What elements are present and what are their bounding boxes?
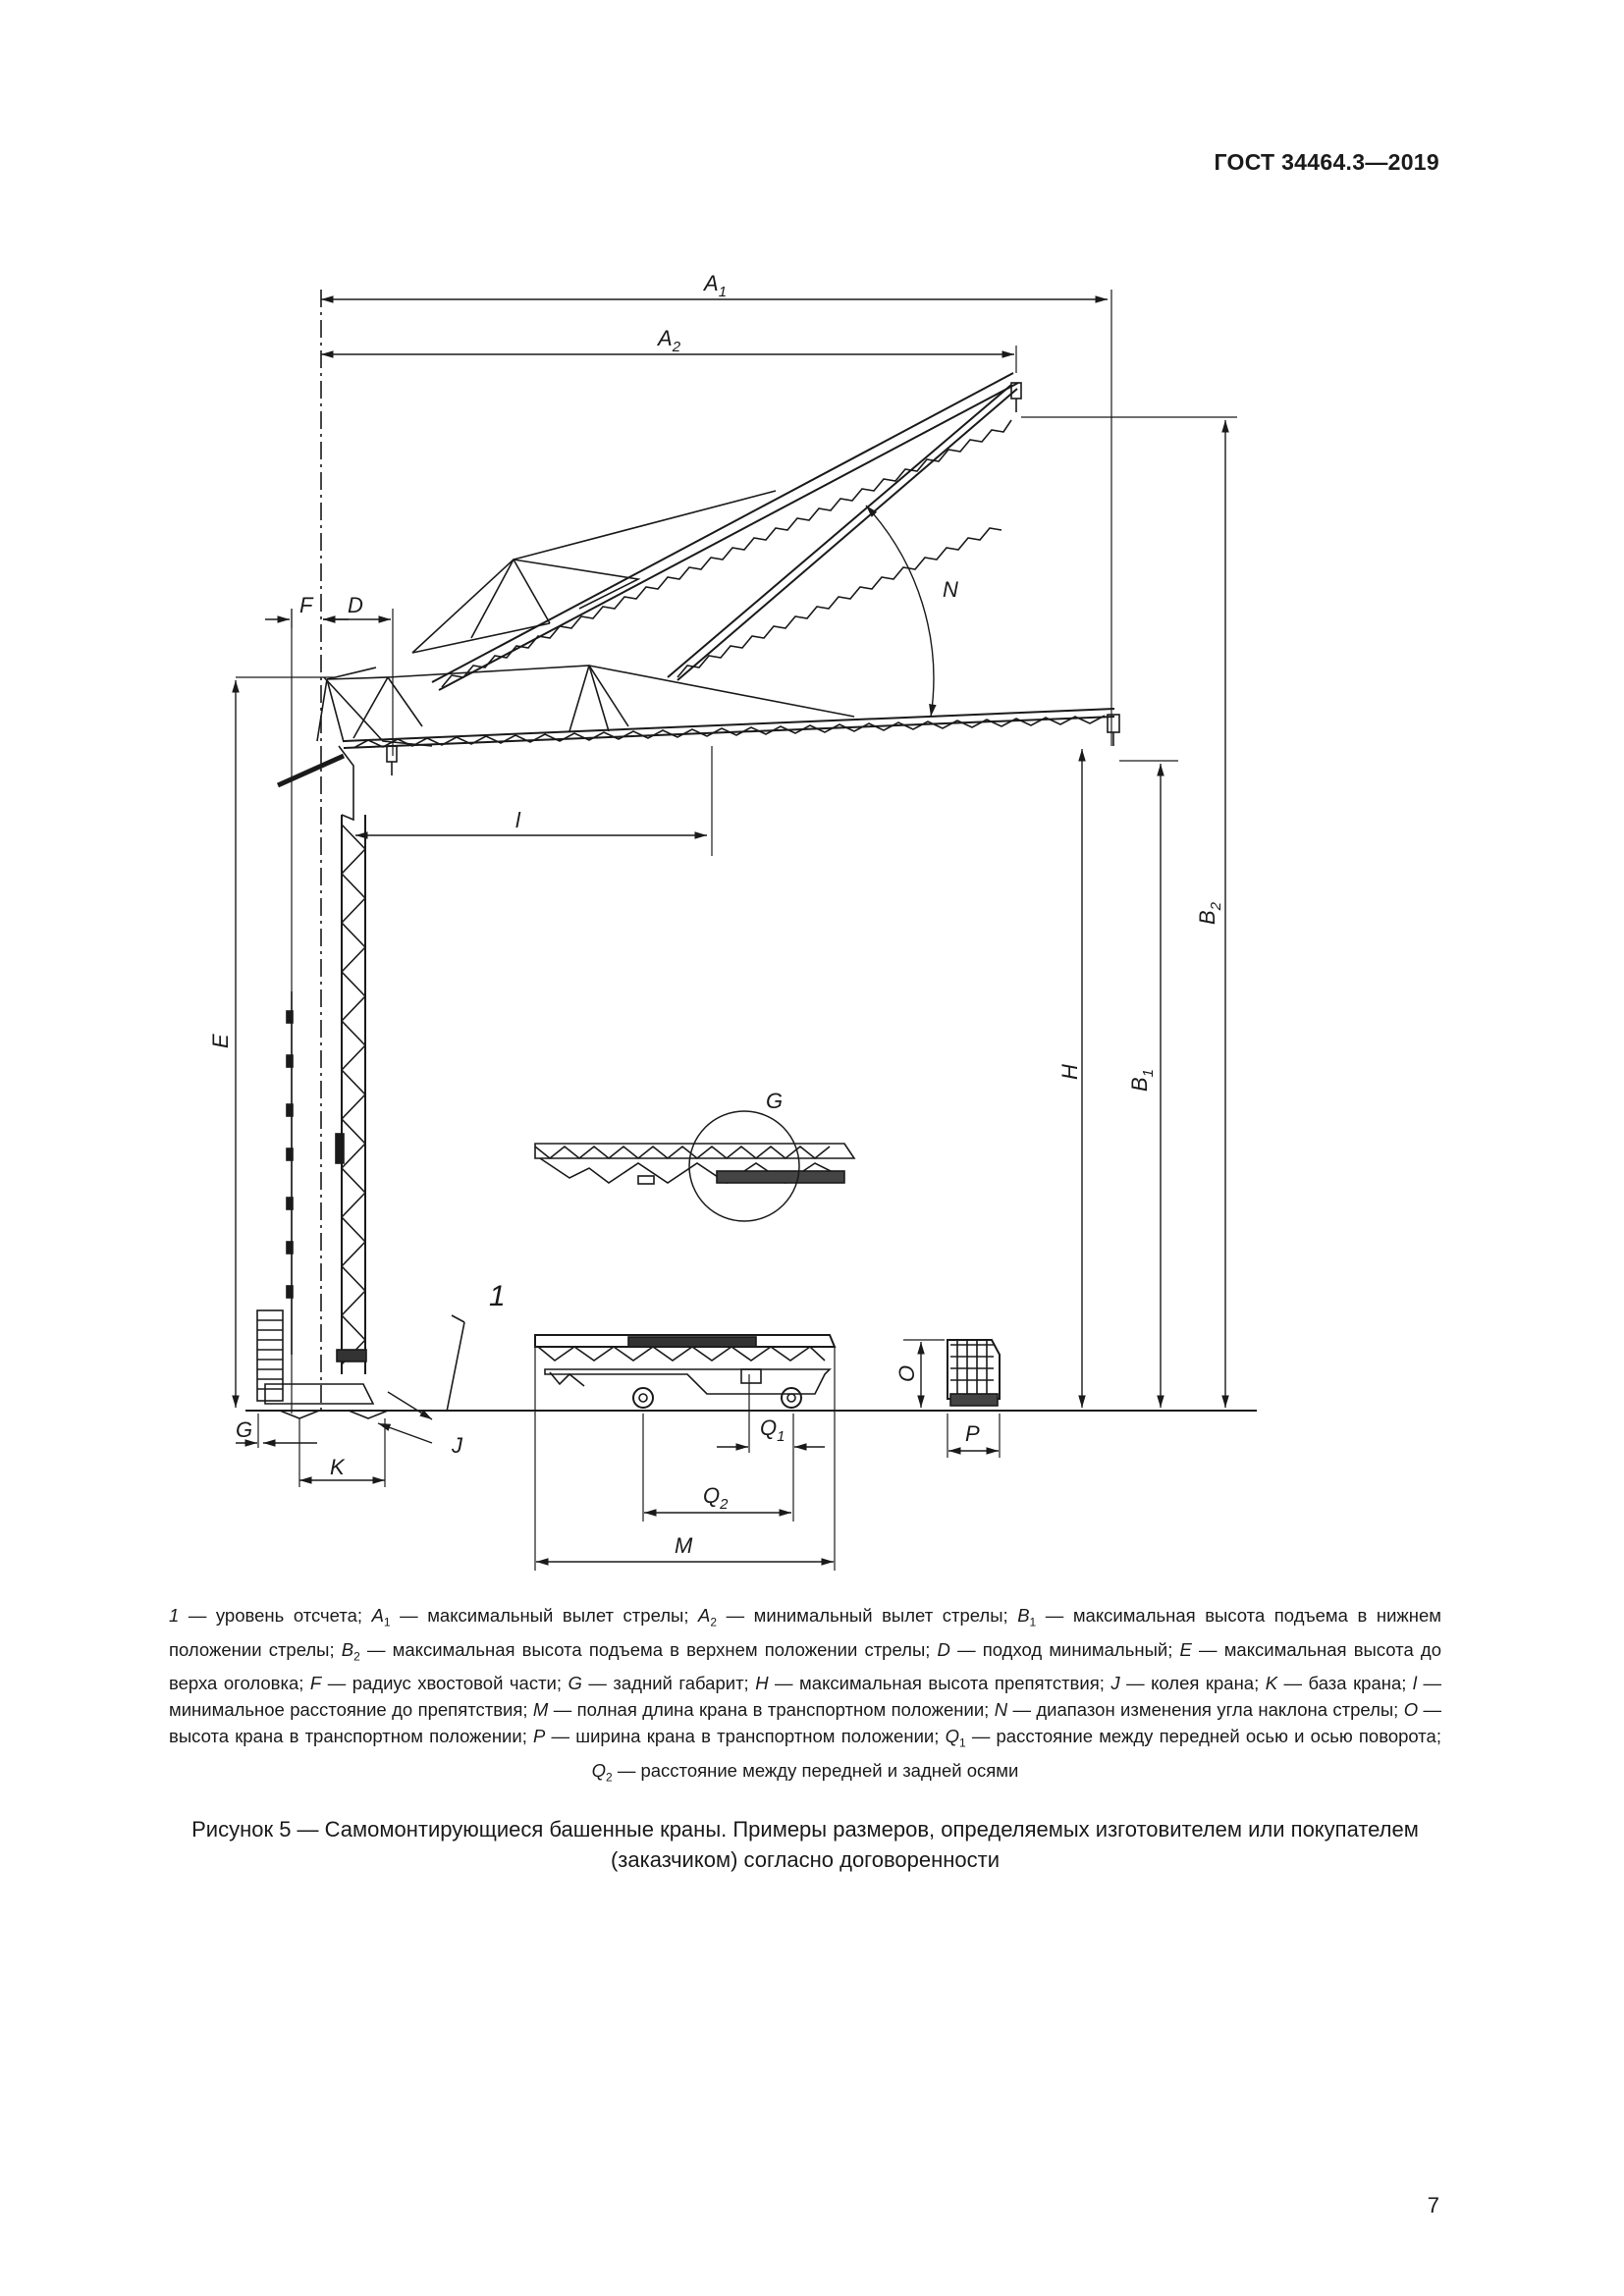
legend-item: G — задний габарит; — [568, 1673, 756, 1694]
label-O: O — [894, 1364, 919, 1382]
label-K: K — [330, 1455, 345, 1479]
legend-item: E — максимальная высота до верха оголовка; — [169, 1638, 1441, 1694]
label-P: P — [965, 1421, 980, 1446]
document-header: ГОСТ 34464.3—2019 — [1214, 149, 1439, 175]
label-reference-1: 1 — [489, 1280, 506, 1312]
label-D: D — [348, 593, 363, 617]
label-H: H — [1057, 1064, 1082, 1080]
label-G: G — [236, 1417, 253, 1442]
legend-item: M — полная длина крана в транспортном положении; — [532, 1699, 995, 1721]
label-B2: $B_2$ — [1195, 901, 1224, 925]
legend-item: D — подход минимальный; — [937, 1638, 1180, 1660]
legend-item: $B_2$ — максимальная высота подъема в верхнем положении стрелы; — [341, 1638, 938, 1664]
legend-item: $B_1$ — максимальная высота подъема в нижнем положении стрелы; — [169, 1605, 1442, 1660]
legend-item: F — радиус хвостовой части; — [309, 1673, 568, 1694]
label-M: M — [675, 1533, 693, 1558]
label-J: J — [452, 1433, 462, 1458]
legend-item: H — максимальная высота препятствия; — [755, 1673, 1111, 1694]
legend-item: $Q_1$ — расстояние между передней осью и осью поворота; — [945, 1726, 1441, 1751]
page-number: 7 — [1427, 2193, 1439, 2217]
figure-caption: Рисунок 5 — Самомонтирующиеся башенные краны. Примеры размеров, определяемых изготовителем или покупателем (заказчиком) согласно договоренности — [191, 1817, 1419, 1872]
label-E: E — [208, 1034, 233, 1048]
legend-item: O — высота крана в транспортном положении; — [169, 1699, 1441, 1747]
label-A1: $A_1$ — [704, 271, 728, 300]
label-B1: $B_1$ — [1127, 1068, 1157, 1092]
figure-legend — [169, 1602, 1441, 1791]
label-G-detail: G — [766, 1089, 784, 1113]
legend-item: J — колея крана; — [1110, 1673, 1266, 1694]
label-Q2: $Q_2$ — [703, 1483, 729, 1513]
legend-item: l — минимальное расстояние до препятствия; — [169, 1673, 1442, 1721]
legend-item: P — ширина крана в транспортном положении; — [533, 1726, 946, 1747]
label-F: F — [299, 593, 313, 617]
label-l: l — [515, 808, 520, 832]
label-A2: $A_2$ — [658, 326, 681, 355]
legend-item: 1 — уровень отсчета; — [169, 1605, 372, 1626]
legend-item: $A_2$ — минимальный вылет стрелы; — [698, 1605, 1018, 1629]
legend-item: $Q_2$ — расстояние между передней и задней осями — [591, 1760, 1019, 1785]
legend-item: N — диапазон изменения угла наклона стрелы; — [994, 1699, 1404, 1721]
legend-item: K — база крана; — [1265, 1673, 1413, 1694]
label-N: N — [943, 577, 958, 602]
label-Q1: $Q_1$ — [760, 1415, 785, 1445]
legend-item: $A_1$ — максимальный вылет стрелы; — [371, 1605, 699, 1629]
